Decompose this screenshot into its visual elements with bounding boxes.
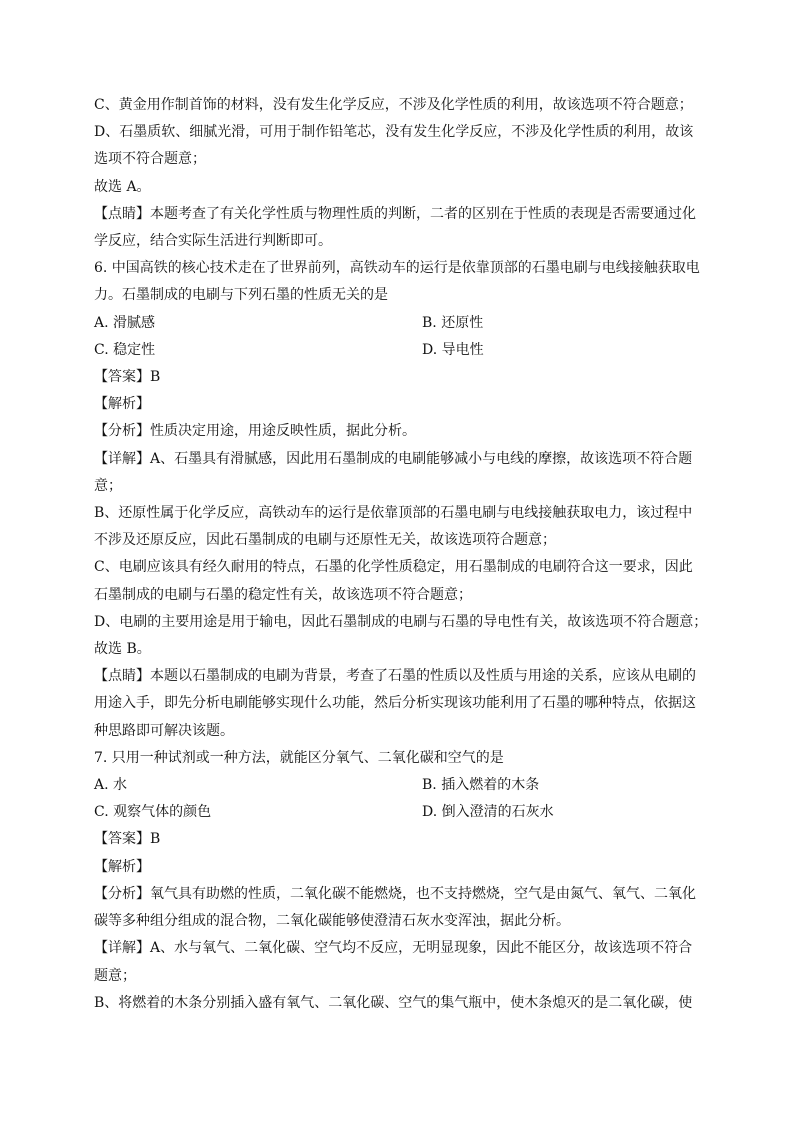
option-c: C. 稳定性 [94, 341, 156, 358]
text-line: 题意； [94, 967, 136, 984]
option-a: A. 水 [94, 777, 128, 794]
text-line: 不涉及还原反应，因此石墨制成的电刷与还原性无关，故该选项符合题意； [94, 532, 556, 549]
section-label: 【点睛】 [94, 205, 150, 222]
text-span: A、石墨具有滑腻感，因此用石墨制成的电刷能够减小与电线的摩擦，故该选项不符合题 [150, 450, 693, 467]
text-line: D、石墨质软、细腻光滑，可用于制作铅笔芯，没有发生化学反应，不涉及化学性质的利用，故该 [94, 124, 694, 141]
question-stem: 力。石墨制成的电刷与下列石墨的性质无关的是 [94, 287, 388, 304]
option-row [94, 799, 700, 826]
section-label: 【详解】 [94, 450, 150, 467]
section-label: 【分析】 [94, 885, 150, 902]
text-line: C、黄金用作制首饰的材料，没有发生化学反应，不涉及化学性质的利用，故该选项不符合题意； [94, 97, 693, 113]
section-label: 【解析】 [94, 396, 150, 413]
answer-line [94, 826, 700, 853]
text-line: 石墨制成的电刷与石墨的稳定性有关，故该选项不符合题意； [94, 586, 472, 603]
text-span: 性质决定用途，用途反映性质，据此分析。 [150, 423, 416, 440]
text-span: 本题考查了有关化学性质与物理性质的判断，二者的区别在于性质的表现是否需要通过化 [150, 205, 696, 222]
text-line: 故选 B。 [94, 641, 151, 658]
option-d: D. 倒入澄清的石灰水 [422, 804, 554, 821]
text-line [94, 418, 700, 445]
text-line: 学反应，结合实际生活进行判断即可。 [94, 233, 332, 250]
option-row [94, 310, 700, 337]
text-line [94, 935, 700, 962]
text-line: 用途入手，即先分析电刷能够实现什么功能，然后分析实现该功能利用了石墨的哪种特点，依据这 [94, 695, 696, 712]
document-body [94, 92, 708, 1017]
text-line: 种思路即可解决该题。 [94, 722, 234, 739]
analysis-heading [94, 854, 700, 881]
text-line: 故选 A。 [94, 178, 151, 195]
text-line [94, 881, 700, 908]
section-label: 【分析】 [94, 423, 150, 440]
text-line [94, 446, 700, 473]
analysis-heading [94, 391, 700, 418]
option-row [94, 772, 700, 799]
section-label: 【答案】 [94, 369, 150, 386]
option-b: B. 还原性 [422, 314, 484, 331]
text-line [94, 201, 700, 228]
text-line: B、还原性属于化学反应，高铁动车的运行是依靠顶部的石墨电刷与电线接触获取电力，该过程中 [94, 505, 693, 522]
option-row [94, 337, 700, 364]
section-label: 【答案】 [94, 831, 150, 848]
text-span: A、水与氧气、二氧化碳、空气均不反应，无明显现象，因此不能区分，故该选项不符合 [150, 940, 693, 957]
text-line: D、电刷的主要用途是用于输电，因此石墨制成的电刷与石墨的导电性有关，故该选项不符合题意； [94, 613, 708, 630]
section-label: 【点睛】 [94, 668, 150, 685]
text-line: 意； [94, 477, 122, 494]
answer-value: B [150, 831, 161, 848]
option-c: C. 观察气体的颜色 [94, 804, 212, 821]
answer-value: B [150, 369, 161, 386]
text-line: B、将燃着的木条分别插入盛有氧气、二氧化碳、空气的集气瓶中，使木条熄灭的是二氧化碳，使 [94, 994, 693, 1011]
text-span: 本题以石墨制成的电刷为背景，考查了石墨的性质以及性质与用途的关系，应该从电刷的 [150, 668, 696, 685]
section-label: 【详解】 [94, 940, 150, 957]
text-line: 碳等多种组分组成的混合物，二氧化碳能够使澄清石灰水变浑浊，据此分析。 [94, 913, 570, 930]
text-line: C、电刷应该具有经久耐用的特点，石墨的化学性质稳定，用石墨制成的电刷符合这一要求，因此 [94, 559, 693, 576]
section-label: 【解析】 [94, 858, 150, 875]
text-line [94, 663, 700, 690]
option-a: A. 滑腻感 [94, 314, 156, 331]
question-stem: 6. 中国高铁的核心技术走在了世界前列，高铁动车的运行是依靠顶部的石墨电刷与电线接触获取电 [94, 260, 700, 277]
question-stem: 7. 只用一种试剂或一种方法，就能区分氧气、二氧化碳和空气的是 [94, 749, 504, 766]
answer-line [94, 364, 700, 391]
text-line: 选项不符合题意； [94, 151, 206, 168]
option-d: D. 导电性 [422, 341, 484, 358]
text-span: 氧气具有助燃的性质，二氧化碳不能燃烧，也不支持燃烧，空气是由氮气、氧气、二氧化 [150, 885, 696, 902]
option-b: B. 插入燃着的木条 [422, 777, 540, 794]
